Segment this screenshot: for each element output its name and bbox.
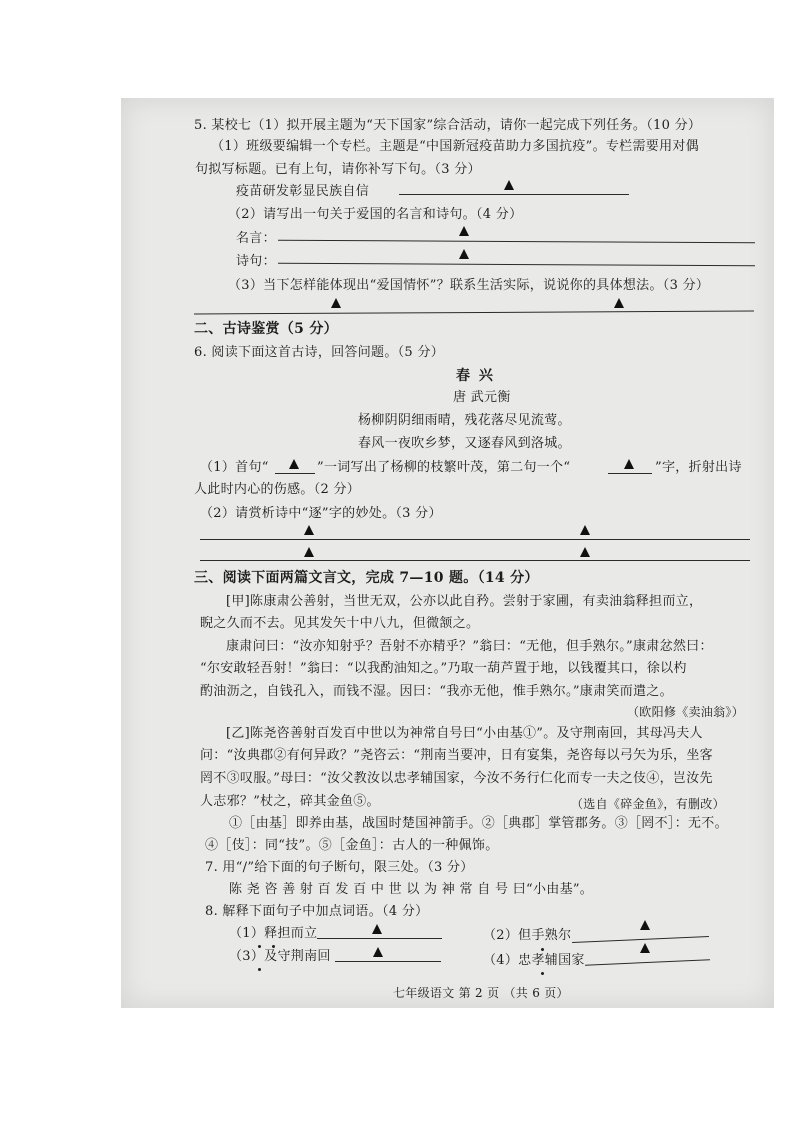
q7-stem: 7. 用“/”给下面的句子断句，限三处。（3 分） <box>205 860 474 875</box>
answer-marker-icon <box>331 298 341 308</box>
emphasis-dot <box>272 945 275 948</box>
q8-stem: 8. 解释下面句子中加点词语。（4 分） <box>205 904 429 919</box>
q8-item-2: （2）但手熟尔 <box>483 928 572 943</box>
q5-stem: 5. 某校七（1）拟开展主题为“天下国家”综合活动，请你一起完成下列任务。（10 分） <box>194 118 702 133</box>
q6-1-line2: 人此时内心的伤感。（2 分） <box>194 482 361 497</box>
passage-jia-line1: [甲]陈康肃公善射，当世无双，公亦以此自矜。尝射于家圃，有卖油翁释担而立， <box>226 594 703 609</box>
passage-jia-line4: “尔安敢轻吾射！”翁曰：“以我酌油知之。”乃取一葫芦置于地，以钱覆其口，徐以杓 <box>200 661 687 676</box>
answer-marker-icon <box>459 249 469 259</box>
answer-line-quote <box>278 240 755 243</box>
answer-marker-icon <box>640 943 650 953</box>
section2-heading: 二、古诗鉴赏（5 分） <box>194 321 338 337</box>
answer-line-q5-3 <box>194 311 754 315</box>
emphasis-dot <box>258 945 261 948</box>
answer-marker-icon <box>614 298 624 308</box>
q6-1-line1-c: ”字，折射出诗 <box>655 460 742 475</box>
answer-marker-icon <box>304 525 314 535</box>
q6-1-line1-a: （1）首句“ <box>200 460 269 475</box>
answer-marker-icon <box>580 525 590 535</box>
poem-title: 春 兴 <box>456 368 495 384</box>
q8-item-3: （3）及守荆南回 <box>229 949 331 964</box>
exam-page <box>121 98 774 1008</box>
answer-marker-icon <box>304 547 314 557</box>
answer-line-couplet <box>399 194 629 195</box>
page-footer: 七年级语文 第 2 页 （共 6 页） <box>393 986 569 1000</box>
answer-marker-icon <box>289 459 299 469</box>
emphasis-dot <box>541 972 544 975</box>
section3-heading: 三、阅读下面两篇文言文，完成 7—10 题。（14 分） <box>194 570 539 586</box>
label-poem: 诗句： <box>236 254 276 269</box>
answer-line-q6-2b <box>200 560 750 561</box>
passage-jia-line2: 睨之久而不去。见其发矢十中八九，但微颔之。 <box>200 616 480 631</box>
answer-marker-icon <box>640 920 650 930</box>
answer-line-q8-2 <box>572 936 709 943</box>
answer-line-q8-4 <box>585 959 710 965</box>
answer-line-poem <box>278 263 755 266</box>
q6-stem: 6. 阅读下面这首古诗，回答问题。（5 分） <box>194 345 445 360</box>
footnote-line1: ①［由基］即养由基，战国时楚国神箭手。②［典郡］掌管郡务。③［罔不］：无不。 <box>229 816 728 831</box>
q5-sub3: （3）当下怎样能体现出“爱国情怀”？联系生活实际，说说你的具体想法。（3 分） <box>228 278 710 293</box>
blank-1 <box>275 473 315 474</box>
answer-marker-icon <box>624 459 634 469</box>
q7-sentence: 陈 尧 咨 善 射 百 发 百 中 世 以 为 神 常 自 号 曰“小由基”。 <box>229 882 594 897</box>
emphasis-dot <box>258 968 261 971</box>
q5-sub2: （2）请写出一句关于爱国的名言和诗句。（4 分） <box>228 207 523 222</box>
poem-line-1: 杨柳阴阴细雨晴，残花落尽见流莺。 <box>358 413 571 428</box>
answer-marker-icon <box>580 547 590 557</box>
footnote-line2: ④［伎］：同“技”。⑤［金鱼］：古人的一种佩饰。 <box>205 838 499 853</box>
answer-marker-icon <box>372 924 382 934</box>
q8-item-1: （1）释担而立 <box>229 926 318 941</box>
passage-yi-source: （选自《碎金鱼》，有删改） <box>571 797 725 811</box>
answer-line-q6-2a <box>200 539 750 540</box>
q8-item-4: （4）忠孝辅国家 <box>483 953 585 968</box>
passage-yi-line3: 罔不③叹服。”母曰：“汝父教汝以忠孝辅国家，今汝不务行仁化而专一夫之伎④，岂汝先 <box>200 771 713 786</box>
q5-sub1-line2: 句拟写标题。已有上句，请你补写下句。（3 分） <box>195 162 481 177</box>
q5-given-line: 疫苗研发彰显民族自信 <box>236 184 370 199</box>
passage-yi-line4: 人志邪？”杖之，碎其金鱼⑤。 <box>200 794 380 809</box>
q6-1-line1-b: ”一词写出了杨柳的枝繁叶茂，第二句一个“ <box>317 460 571 475</box>
passage-jia-line5: 酌油沥之，自钱孔入，而钱不湿。因曰：“我亦无他，惟手熟尔。”康肃笑而遣之。 <box>200 684 673 699</box>
q6-2: （2）请赏析诗中“逐”字的妙处。（3 分） <box>200 506 442 521</box>
answer-marker-icon <box>459 226 469 236</box>
passage-jia-source: （欧阳修《卖油翁》） <box>627 705 745 719</box>
answer-line-q8-1 <box>317 938 442 939</box>
label-quote: 名言： <box>236 231 276 246</box>
answer-marker-icon <box>373 947 383 957</box>
answer-marker-icon <box>504 180 514 190</box>
answer-line-q8-3 <box>335 961 441 962</box>
poem-line-2: 春风一夜吹乡梦，又逐春风到洛城。 <box>358 436 571 451</box>
blank-2 <box>608 473 652 474</box>
passage-yi-line1: [乙]陈尧咨善射百发百中世以为神常自号曰“小由基①”。及守荆南回，其母冯夫人 <box>226 726 703 741</box>
q5-sub1-line1: （1）班级要编辑一个专栏。主题是“中国新冠疫苗助力多国抗疫”。专栏需要用对偶 <box>211 139 699 154</box>
passage-jia-line3: 康肃问曰：“汝亦知射乎？吾射不亦精乎？”翁曰：“无他，但手熟尔。”康肃忿然曰： <box>226 639 713 654</box>
passage-yi-line2: 问：“汝典郡②有何异政？”尧咨云：“荆南当要冲，日有宴集，尧咨每以弓矢为乐，坐客 <box>200 748 713 763</box>
emphasis-dot <box>541 948 544 951</box>
poem-author: 唐 武元衡 <box>453 390 511 405</box>
